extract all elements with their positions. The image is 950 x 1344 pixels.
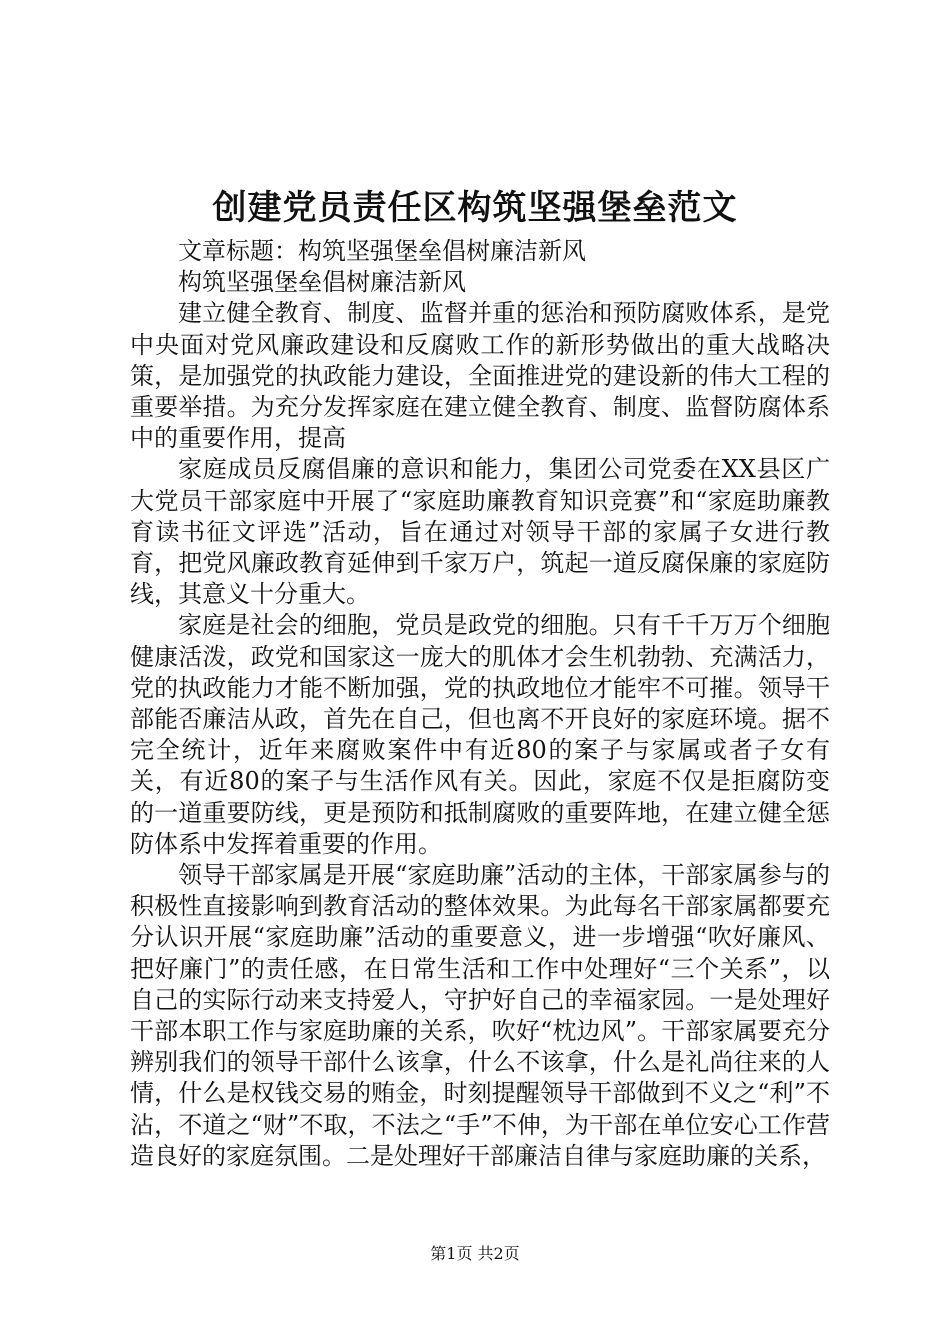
paragraph: 家庭成员反腐倡廉的意识和能力，集团公司党委在XX县区广大党员干部家庭中开展了“家庭助廉教育知识竞赛”和“家庭助廉教育读书征文评选”活动，旨在通过对领导干部的家属子女进行教育，把党风廉政教育延伸到千家万户，筑起一道反腐保廉的家庭防线，其意义十分重大。: [130, 455, 830, 609]
page-number-footer: 第1页 共2页: [430, 1244, 520, 1263]
paragraph: 建立健全教育、制度、监督并重的惩治和预防腐败体系，是党中央面对党风廉政建设和反腐败工作的新形势做出的重大战略决策，是加强党的执政能力建设，全面推进党的建设新的伟大工程的重要举措。为充分发挥家庭在建立健全教育、制度、监督防腐体系中的重要作用，提高: [130, 299, 830, 453]
paragraph: 领导干部家属是开展“家庭助廉”活动的主体，干部家属参与的积极性直接影响到教育活动的整体效果。为此每名干部家属都要充分认识开展“家庭助廉”活动的重要意义，进一步增强“吹好廉风、把好廉门”的责任感，在日常生活和工作中处理好“三个关系”，以自己的实际行动来支持爱人，守护好自己的幸福家园。一是处理好干部本职工作与家庭助廉的关系，吹好“枕边风”。干部家属要充分辨别我们的领导干部什么该拿，什么不该拿，什么是礼尚往来的人情，什么是权钱交易的贿金，时刻提醒领导干部做到不义之“利”不沾，不道之“财”不取，不法之“手”不伸，为干部在单位安心工作营造良好的家庭氛围。二是处理好干部廉洁自律与家庭助廉的关系，: [130, 861, 830, 1170]
article-subtitle-line: 构筑坚强堡垒倡树廉洁新风: [178, 268, 466, 297]
document-body: [130, 236, 830, 1172]
paragraph: 家庭是社会的细胞，党员是政党的细胞。只有千千万万个细胞健康活泼，政党和国家这一庞大的肌体才会生机勃勃、充满活力，党的执政能力才能不断加强，党的执政地位才能牢不可摧。领导干部能否廉洁从政，首先在自己，但也离不开良好的家庭环境。据不完全统计，近年来腐败案件中有近80的案子与家属或者子女有关，有近80的案子与生活作风有关。因此，家庭不仅是拒腐防变的一道重要防线，更是预防和抵制腐败的重要阵地，在建立健全惩防体系中发挥着重要的作用。: [130, 611, 830, 858]
article-heading-line: 文章标题：构筑坚强堡垒倡树廉洁新风: [178, 237, 586, 265]
document-title: 创建党员责任区构筑坚强堡垒范文: [212, 188, 738, 228]
